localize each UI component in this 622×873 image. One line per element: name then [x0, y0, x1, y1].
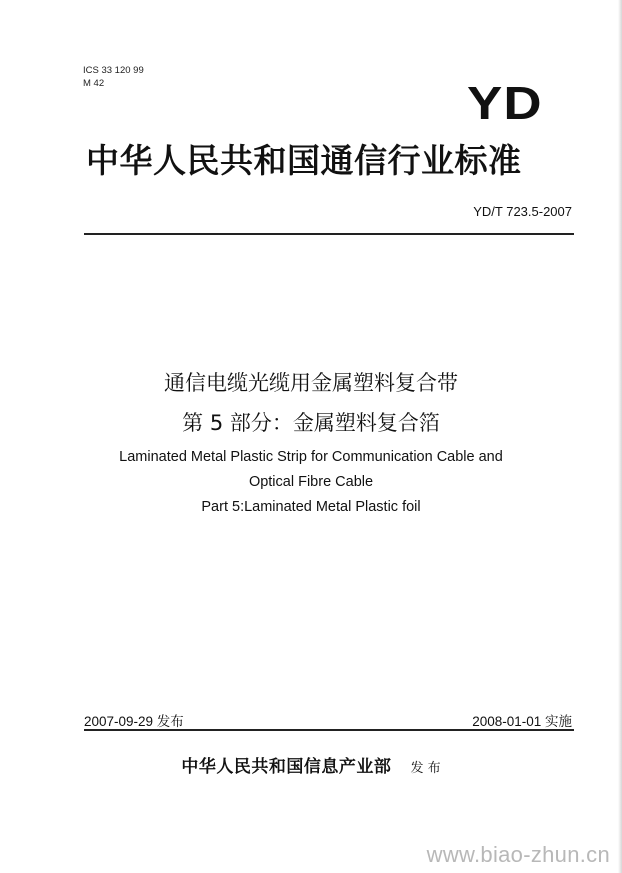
publisher-organization: 中华人民共和国信息产业部	[181, 757, 392, 777]
page-edge-shadow	[618, 0, 622, 873]
standard-category-title: 中华人民共和国通信行业标准	[86, 141, 522, 180]
publisher	[0, 752, 622, 777]
watermark: www.biao-zhun.cn	[426, 842, 610, 867]
implementation-date: 2008-01-01 实施	[472, 714, 572, 729]
chinese-title-line-2: 第 5 部分：金属塑料复合箔	[182, 411, 440, 435]
ics-code: ICS 33 120 99	[83, 65, 144, 76]
header-divider	[84, 233, 574, 235]
chinese-title-line-1: 通信电缆光缆用金属塑料复合带	[164, 371, 458, 395]
ccs-code: M 42	[83, 78, 105, 89]
yd-logo: YD	[467, 77, 543, 129]
standard-number: YD/T 723.5-2007	[473, 204, 572, 219]
english-title-line-1: Laminated Metal Plastic Strip for Communication Cable and	[119, 449, 503, 465]
publisher-action: 发 布	[410, 761, 441, 776]
issue-date: 2007-09-29 发布	[84, 714, 184, 729]
footer-divider	[84, 729, 574, 731]
classification-codes	[83, 64, 144, 90]
english-title-line-2: Optical Fibre Cable	[248, 474, 374, 490]
english-title-line-3: Part 5:Laminated Metal Plastic foil	[201, 499, 421, 515]
